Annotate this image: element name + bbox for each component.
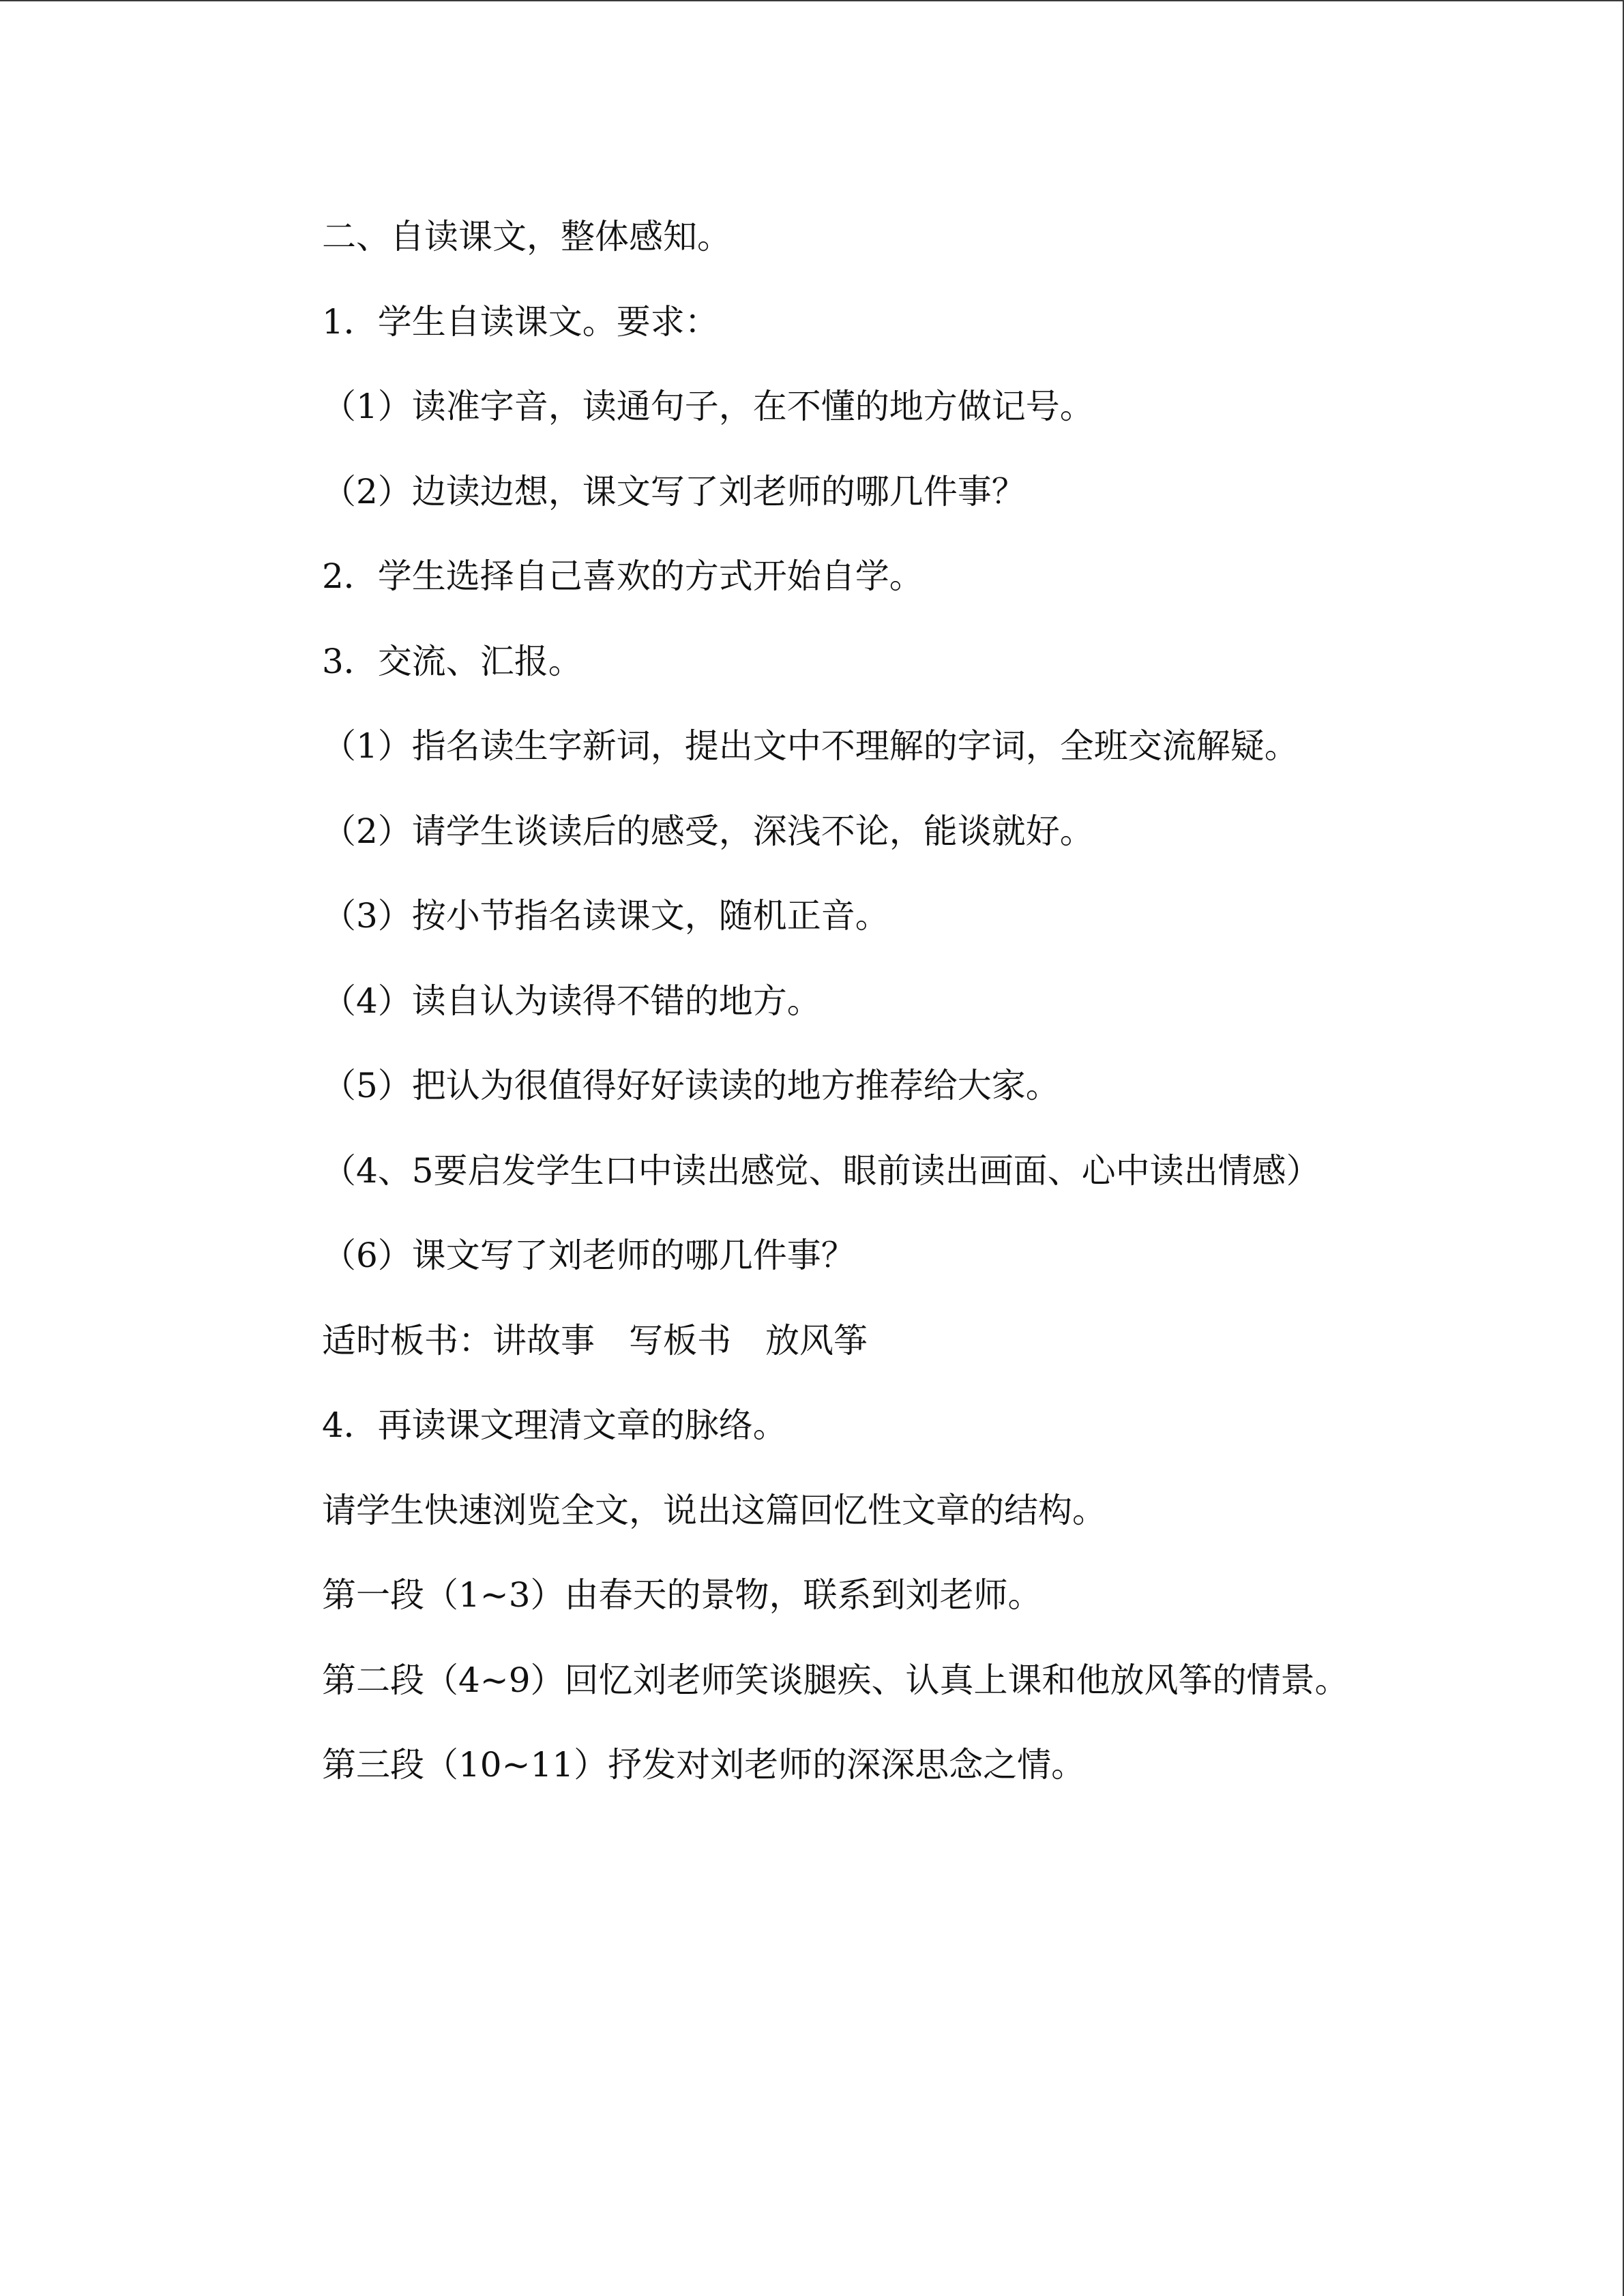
document-body (246, 194, 1378, 1808)
paragraph: （3）按小节指名读课文，随机正音。 (322, 896, 889, 936)
paragraph: （2）请学生谈读后的感受，深浅不论，能谈就好。 (322, 811, 1094, 851)
paragraph: （2）边读边想，课文写了刘老师的哪几件事？ (322, 471, 1026, 511)
paragraph: 第三段（10~11）抒发对刘老师的深深思念之情。 (322, 1745, 1086, 1785)
paragraph: （4）读自认为读得不错的地方。 (322, 981, 821, 1021)
paragraph: （6）课文写了刘老师的哪几件事？ (322, 1236, 855, 1275)
paragraph: （1）读准字音，读通句子，在不懂的地方做记号。 (322, 387, 1094, 426)
section-heading: 二、自读课文，整体感知。 (322, 217, 731, 256)
paragraph: 第二段（4~9）回忆刘老师笑谈腿疾、认真上课和他放风筝的情景。 (322, 1660, 1349, 1700)
paragraph: 第一段（1~3）由春天的景物，联系到刘老师。 (322, 1575, 1042, 1615)
paragraph: 1．学生自读课文。要求： (322, 301, 719, 342)
paragraph: 4．再读课文理清文章的脉络。 (322, 1405, 787, 1445)
paragraph: 2．学生选择自己喜欢的方式开始自学。 (322, 556, 924, 596)
paragraph: 请学生快速浏览全文，说出这篇回忆性文章的结构。 (322, 1490, 1106, 1530)
paragraph: （4、5要启发学生口中读出感觉、眼前读出画面、心中读出情感） (322, 1150, 1320, 1191)
paragraph: 3．交流、汇报。 (322, 641, 582, 681)
page-top-border (0, 0, 1624, 1)
paragraph: 适时板书：讲故事 写板书 放风筝 (322, 1320, 868, 1360)
paragraph: （1）指名读生字新词，提出文中不理解的字词，全班交流解疑。 (322, 726, 1299, 766)
paragraph: （5）把认为很值得好好读读的地方推荐给大家。 (322, 1066, 1060, 1105)
